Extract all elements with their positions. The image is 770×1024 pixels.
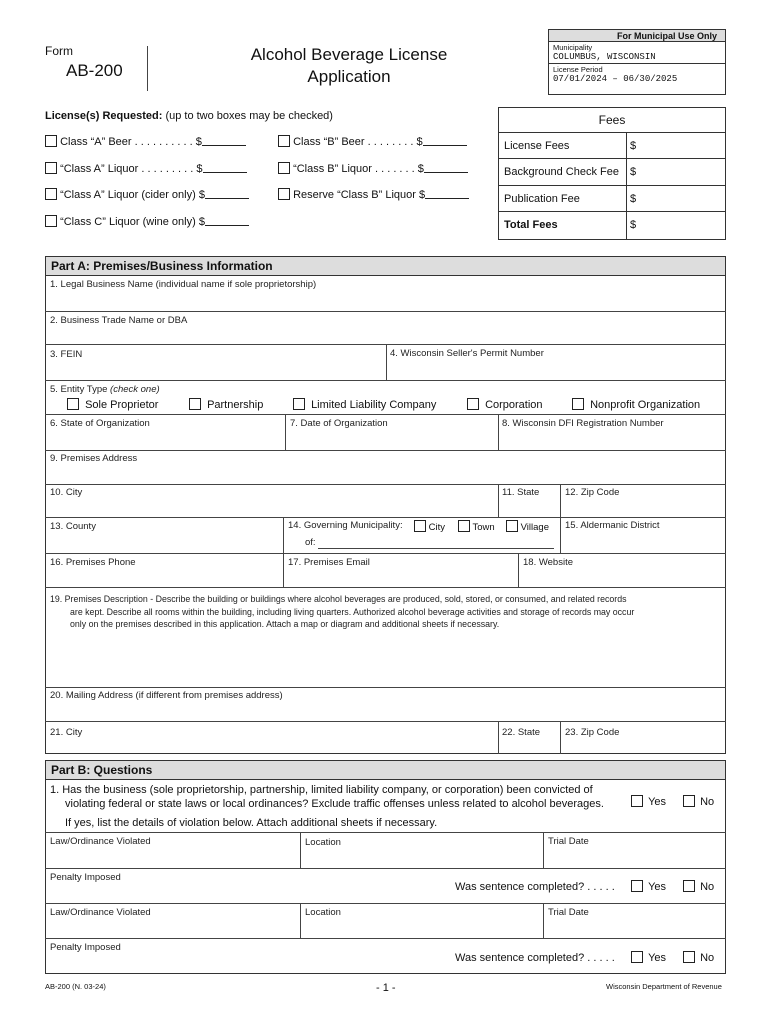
question-1-followup: If yes, list the details of violation below. Attach additional sheets if necessary. bbox=[65, 817, 438, 829]
option-label: Town bbox=[472, 522, 495, 533]
checkbox[interactable] bbox=[683, 795, 695, 807]
premises-email-label: 17. Premises Email bbox=[288, 557, 370, 568]
sellers-permit-label: 4. Wisconsin Seller's Permit Number bbox=[390, 348, 544, 359]
form-label: Form bbox=[45, 44, 73, 58]
checkbox[interactable] bbox=[467, 398, 479, 410]
row-divider bbox=[45, 380, 726, 381]
row-divider bbox=[45, 311, 726, 312]
row-divider bbox=[45, 687, 726, 688]
municipality-of-line[interactable] bbox=[318, 548, 554, 549]
col-divider bbox=[560, 517, 561, 553]
licenses-heading-note: (up to two boxes may be checked) bbox=[165, 110, 333, 122]
fee-label: License Fees bbox=[499, 133, 627, 158]
entity-label: Partnership bbox=[207, 399, 264, 411]
license-label: Class “B” Beer . . . . . . . . $ bbox=[293, 136, 423, 148]
checkbox[interactable] bbox=[45, 188, 57, 200]
part-b-heading: Part B: Questions bbox=[46, 761, 725, 780]
municipality-village-option[interactable] bbox=[506, 520, 549, 533]
license-class-a-liquor[interactable] bbox=[45, 162, 247, 175]
fee-label: Background Check Fee bbox=[499, 159, 627, 185]
state-label: 11. State bbox=[502, 487, 540, 498]
page-title bbox=[214, 44, 484, 88]
fee-row-total bbox=[499, 212, 725, 239]
location-label: Location bbox=[305, 907, 341, 918]
col-divider bbox=[543, 903, 544, 938]
checkbox[interactable] bbox=[293, 398, 305, 410]
form-code: AB-200 (N. 03-24) bbox=[45, 982, 106, 991]
fee-value[interactable]: $ bbox=[630, 166, 637, 178]
fee-value[interactable]: $ bbox=[630, 193, 637, 205]
state-of-org-label: 6. State of Organization bbox=[50, 418, 150, 429]
fee-value[interactable]: $ bbox=[630, 140, 637, 152]
col-divider bbox=[543, 832, 544, 868]
checkbox[interactable] bbox=[506, 520, 518, 532]
title-line1: Alcohol Beverage License bbox=[250, 45, 448, 64]
municipality-label: Municipality bbox=[553, 43, 593, 52]
license-label: Reserve “Class B” Liquor $ bbox=[293, 189, 426, 201]
aldermanic-district-label: 15. Aldermanic District bbox=[565, 520, 660, 531]
fee-row-background bbox=[499, 159, 725, 186]
entity-label: Limited Liability Company bbox=[311, 399, 437, 411]
law-violated-label: Law/Ordinance Violated bbox=[50, 907, 151, 918]
entity-llc[interactable] bbox=[293, 398, 436, 411]
fees-table bbox=[498, 107, 726, 240]
col-divider bbox=[498, 414, 499, 450]
yes-label: Yes bbox=[648, 796, 667, 808]
row-divider bbox=[45, 903, 726, 904]
col-divider bbox=[386, 344, 387, 380]
license-label: “Class B” Liquor . . . . . . . $ bbox=[293, 163, 424, 175]
mailing-state-label: 22. State bbox=[502, 727, 541, 738]
col-divider bbox=[498, 484, 499, 517]
location-label: Location bbox=[305, 837, 341, 848]
license-class-a-cider[interactable] bbox=[45, 188, 249, 201]
municipality-of-label: of: bbox=[305, 537, 316, 548]
website-label: 18. Website bbox=[523, 557, 573, 568]
checkbox[interactable] bbox=[278, 188, 290, 200]
checkbox[interactable] bbox=[45, 135, 57, 147]
dfi-registration-label: 8. Wisconsin DFI Registration Number bbox=[502, 418, 664, 429]
law-violated-label: Law/Ordinance Violated bbox=[50, 836, 151, 847]
license-label: “Class A” Liquor (cider only) $ bbox=[60, 189, 205, 201]
municipality-city-option[interactable] bbox=[414, 520, 445, 533]
entity-type-label bbox=[50, 384, 160, 395]
row-divider bbox=[45, 414, 726, 415]
premises-description-label bbox=[50, 593, 722, 631]
license-period-value[interactable]: 07/01/2024 – 06/30/2025 bbox=[553, 74, 678, 84]
fee-blank[interactable] bbox=[423, 135, 467, 146]
fee-row-license bbox=[499, 133, 725, 159]
governing-municipality-text: 14. Governing Municipality: bbox=[288, 520, 403, 531]
option-label: City bbox=[428, 522, 446, 533]
trial-date-label: Trial Date bbox=[548, 836, 589, 847]
entity-type-text: 5. Entity Type bbox=[50, 384, 108, 395]
checkbox[interactable] bbox=[414, 520, 426, 532]
mailing-address-label: 20. Mailing Address (if different from premises address) bbox=[50, 690, 283, 701]
checkbox[interactable] bbox=[631, 880, 643, 892]
sentence-no[interactable] bbox=[683, 880, 714, 893]
entity-label: Sole Proprietor bbox=[85, 399, 159, 411]
premises-desc-line3: only on the premises described in this application. Attach a map or diagram and additional sheets if necessary. bbox=[70, 619, 500, 629]
checkbox[interactable] bbox=[683, 880, 695, 892]
row-divider bbox=[45, 553, 726, 554]
question-1-no[interactable] bbox=[683, 795, 714, 808]
row-divider bbox=[45, 587, 726, 588]
col-divider bbox=[283, 553, 284, 587]
sentence-no[interactable] bbox=[683, 951, 714, 964]
row-divider bbox=[45, 832, 726, 833]
mailing-city-label: 21. City bbox=[50, 727, 83, 738]
sentence-completed-label: Was sentence completed? . . . . . bbox=[455, 952, 615, 964]
page-number: - 1 - bbox=[376, 982, 396, 994]
header-divider bbox=[147, 46, 148, 91]
entity-nonprofit[interactable] bbox=[572, 398, 700, 411]
no-label: No bbox=[700, 881, 715, 893]
no-label: No bbox=[700, 952, 715, 964]
question-1-line1: 1. Has the business (sole proprietorship, partnership, limited liability company, or corporation) been convicted of bbox=[50, 784, 593, 796]
license-label: Class “A” Beer . . . . . . . . . . $ bbox=[60, 136, 202, 148]
governing-municipality-label bbox=[288, 520, 403, 531]
legal-business-name-label: 1. Legal Business Name (individual name if sole proprietorship) bbox=[50, 279, 317, 290]
fee-row-publication bbox=[499, 186, 725, 212]
license-label: “Class C” Liquor (wine only) $ bbox=[60, 216, 205, 228]
col-divider bbox=[560, 484, 561, 517]
license-class-c-wine[interactable] bbox=[45, 215, 249, 228]
fee-blank[interactable] bbox=[424, 162, 468, 173]
license-class-b-beer[interactable] bbox=[278, 135, 467, 148]
municipality-town-option[interactable] bbox=[458, 520, 495, 533]
part-a-section bbox=[45, 256, 726, 754]
checkbox[interactable] bbox=[67, 398, 79, 410]
option-label: Village bbox=[520, 522, 549, 533]
fee-label: Publication Fee bbox=[499, 186, 627, 211]
row-divider bbox=[45, 484, 726, 485]
city-label: 10. City bbox=[50, 487, 83, 498]
zip-code-label: 12. Zip Code bbox=[565, 487, 620, 498]
fee-blank[interactable] bbox=[205, 215, 249, 226]
checkbox[interactable] bbox=[683, 951, 695, 963]
part-a-heading: Part A: Premises/Business Information bbox=[46, 257, 725, 276]
col-divider bbox=[560, 721, 561, 754]
checkbox[interactable] bbox=[278, 162, 290, 174]
entity-partnership[interactable] bbox=[189, 398, 263, 411]
col-divider bbox=[498, 721, 499, 754]
municipal-heading: For Municipal Use Only bbox=[549, 30, 725, 42]
entity-label: Corporation bbox=[485, 399, 543, 411]
county-label: 13. County bbox=[50, 521, 96, 532]
entity-corporation[interactable] bbox=[467, 398, 543, 411]
municipality-value[interactable]: COLUMBUS, WISCONSIN bbox=[549, 52, 725, 64]
fein-label: 3. FEIN bbox=[50, 349, 83, 360]
premises-desc-line2: are kept. Describe all rooms within the building, including living quarters. Authorized alcohol beverage activities and storage of records may occur bbox=[70, 606, 635, 617]
license-class-a-beer[interactable] bbox=[45, 135, 246, 148]
sentence-completed-label: Was sentence completed? . . . . . bbox=[455, 881, 615, 893]
yes-label: Yes bbox=[648, 881, 667, 893]
entity-label: Nonprofit Organization bbox=[590, 399, 701, 411]
licenses-heading-text: License(s) Requested: bbox=[45, 110, 163, 122]
sentence-yes[interactable] bbox=[631, 880, 666, 893]
row-divider bbox=[45, 938, 726, 939]
premises-phone-label: 16. Premises Phone bbox=[50, 557, 136, 568]
row-divider bbox=[45, 517, 726, 518]
question-1-yes[interactable] bbox=[631, 795, 666, 808]
fees-heading: Fees bbox=[499, 108, 725, 133]
fee-label: Total Fees bbox=[499, 212, 627, 239]
license-period-label: License Period bbox=[553, 65, 603, 74]
checkbox[interactable] bbox=[45, 162, 57, 174]
fee-blank[interactable] bbox=[205, 188, 249, 199]
entity-type-note: (check one) bbox=[110, 384, 160, 395]
title-line2: Application bbox=[307, 67, 391, 86]
license-label: “Class A” Liquor . . . . . . . . . $ bbox=[60, 163, 203, 175]
checkbox[interactable] bbox=[278, 135, 290, 147]
checkbox[interactable] bbox=[189, 398, 201, 410]
license-reserve-class-b[interactable] bbox=[278, 188, 469, 201]
checkbox[interactable] bbox=[458, 520, 470, 532]
date-of-org-label: 7. Date of Organization bbox=[290, 418, 388, 429]
fee-blank[interactable] bbox=[202, 135, 246, 146]
trial-date-label: Trial Date bbox=[548, 907, 589, 918]
col-divider bbox=[518, 553, 519, 587]
yes-label: Yes bbox=[648, 952, 667, 964]
row-divider bbox=[45, 868, 726, 869]
penalty-imposed-label: Penalty Imposed bbox=[50, 942, 121, 953]
agency-name: Wisconsin Department of Revenue bbox=[606, 982, 722, 991]
premises-desc-line1: 19. Premises Description - Describe the building or buildings where alcohol beverages are produced, sold, stored, or consumed, and related records bbox=[50, 594, 627, 604]
fee-value[interactable]: $ bbox=[630, 219, 637, 231]
col-divider bbox=[300, 903, 301, 938]
entity-sole-proprietor[interactable] bbox=[67, 398, 158, 411]
trade-name-label: 2. Business Trade Name or DBA bbox=[50, 315, 188, 326]
license-class-b-liquor[interactable] bbox=[278, 162, 468, 175]
licenses-heading bbox=[45, 110, 333, 122]
checkbox[interactable] bbox=[572, 398, 584, 410]
fee-blank[interactable] bbox=[203, 162, 247, 173]
municipal-use-box bbox=[548, 29, 726, 95]
mailing-zip-label: 23. Zip Code bbox=[565, 727, 620, 738]
form-number: AB-200 bbox=[66, 61, 123, 80]
col-divider bbox=[285, 414, 286, 450]
checkbox[interactable] bbox=[631, 795, 643, 807]
row-divider bbox=[45, 450, 726, 451]
sentence-yes[interactable] bbox=[631, 951, 666, 964]
question-1-line2: violating federal or state laws or local ordinances? Exclude traffic offenses unless related to alcohol beverages. bbox=[65, 798, 604, 810]
col-divider bbox=[300, 832, 301, 868]
no-label: No bbox=[700, 796, 715, 808]
checkbox[interactable] bbox=[631, 951, 643, 963]
question-1 bbox=[50, 783, 604, 811]
fee-blank[interactable] bbox=[425, 188, 469, 199]
row-divider bbox=[45, 721, 726, 722]
penalty-imposed-label: Penalty Imposed bbox=[50, 872, 121, 883]
checkbox[interactable] bbox=[45, 215, 57, 227]
col-divider bbox=[283, 517, 284, 553]
premises-address-label: 9. Premises Address bbox=[50, 453, 138, 464]
